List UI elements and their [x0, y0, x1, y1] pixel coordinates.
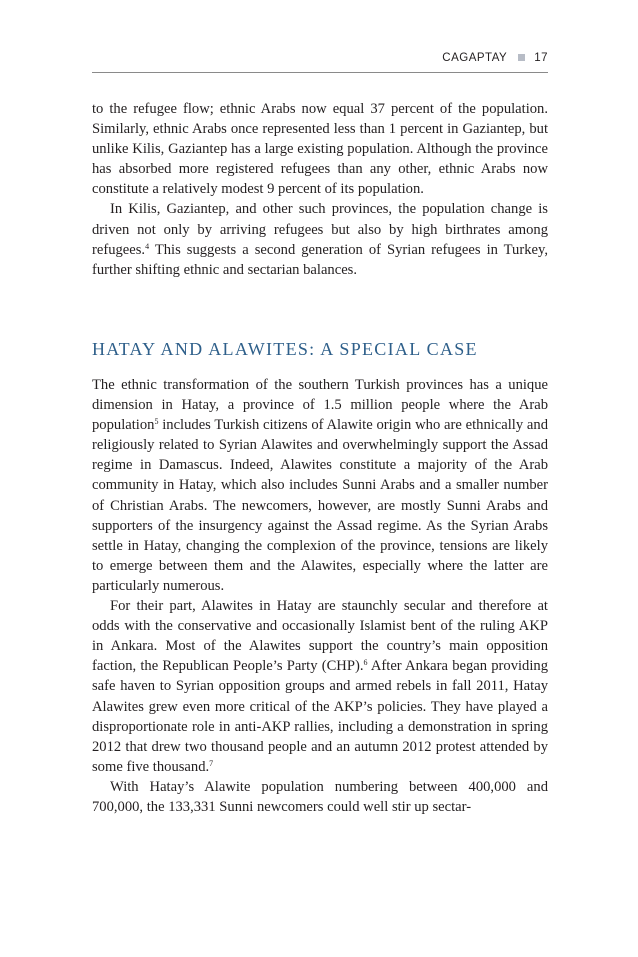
- separator-square-icon: [518, 54, 525, 61]
- intro-text: [92, 99, 548, 280]
- section-paragraph-1-text-a: The ethnic transformation of the southern Turkish provinces has a unique dimension in Hatay, a province of 1.5 million people where the Arab population: [92, 377, 548, 434]
- intro-paragraph-1: to the refugee flow; ethnic Arabs now equal 37 percent of the population. Similarly, ethnic Arabs once represented less than 1 percent in Gaziantep, but unlike Kilis, Gaziantep has a large existing population. Although the province has absorbed more registered refugees than any other, ethnic Arabs now constitute a relatively modest 9 percent of its population.: [92, 101, 548, 198]
- section-paragraph-2-text-b: After Ankara began providing safe haven to Syrian opposition groups and armed rebels in fall 2011, Hatay Alawites grew even more critical of the AKP’s policies. They have played a disproportionate role in anti-AKP rallies, including a demonstration in spring 2012 that drew two thousand people and an autumn 2012 protest attended by some five thousand.: [92, 658, 548, 775]
- section-paragraph-1: [92, 375, 548, 596]
- intro-paragraph-2-text-b: This suggests a second generation of Syrian refugees in Turkey, further shifting ethnic and sectarian balances.: [92, 241, 548, 278]
- endnote-ref-5: 5: [154, 417, 159, 427]
- endnote-ref-6: 6: [363, 658, 368, 668]
- section-paragraph-2: [92, 596, 548, 777]
- page-number: 17: [534, 52, 548, 64]
- running-head: [92, 52, 548, 64]
- section-paragraph-3: With Hatay’s Alawite population numbering between 400,000 and 700,000, the 133,331 Sunni newcomers could well stir up sectar-: [92, 778, 548, 815]
- section-paragraph-1-text-b: includes Turkish citizens of Alawite origin who are ethnically and religiously related to Syrian Alawites and overwhelmingly support the Assad regime in Damascus. Indeed, Alawites constitute a majority of the Arab community in Hatay, which also includes Sunni Arabs and a smaller number of Christian Arabs. The newcomers, however, are mostly Sunni Arabs and supporters of the insurgency against the Assad regime. As the Syrian Arabs settle in Hatay, changing the complexion of the province, tensions are likely to emerge between them and the Alawites, especially where the latter are particularly numerous.: [92, 417, 548, 594]
- intro-paragraph-2-text-a: In Kilis, Gaziantep, and other such provinces, the population change is driven not only by arriving refugees but also by high birthrates among refugees.: [92, 201, 548, 258]
- endnote-ref-7: 7: [209, 758, 214, 768]
- header-rule: [92, 72, 548, 73]
- running-head-author: CAGAPTAY: [442, 52, 508, 64]
- section-text: [92, 375, 548, 817]
- section-paragraph-2-text-a: For their part, Alawites in Hatay are staunchly secular and therefore at odds with the conservative and occasionally Islamist bent of the ruling AKP in Ankara. Most of the Alawites support the country’s main opposition faction, the Republican People’s Party (CHP).: [92, 598, 548, 675]
- endnote-ref-4: 4: [145, 241, 150, 251]
- intro-paragraph-2: [92, 199, 548, 279]
- section-heading: HATAY AND ALAWITES: A SPECIAL CASE: [92, 339, 478, 359]
